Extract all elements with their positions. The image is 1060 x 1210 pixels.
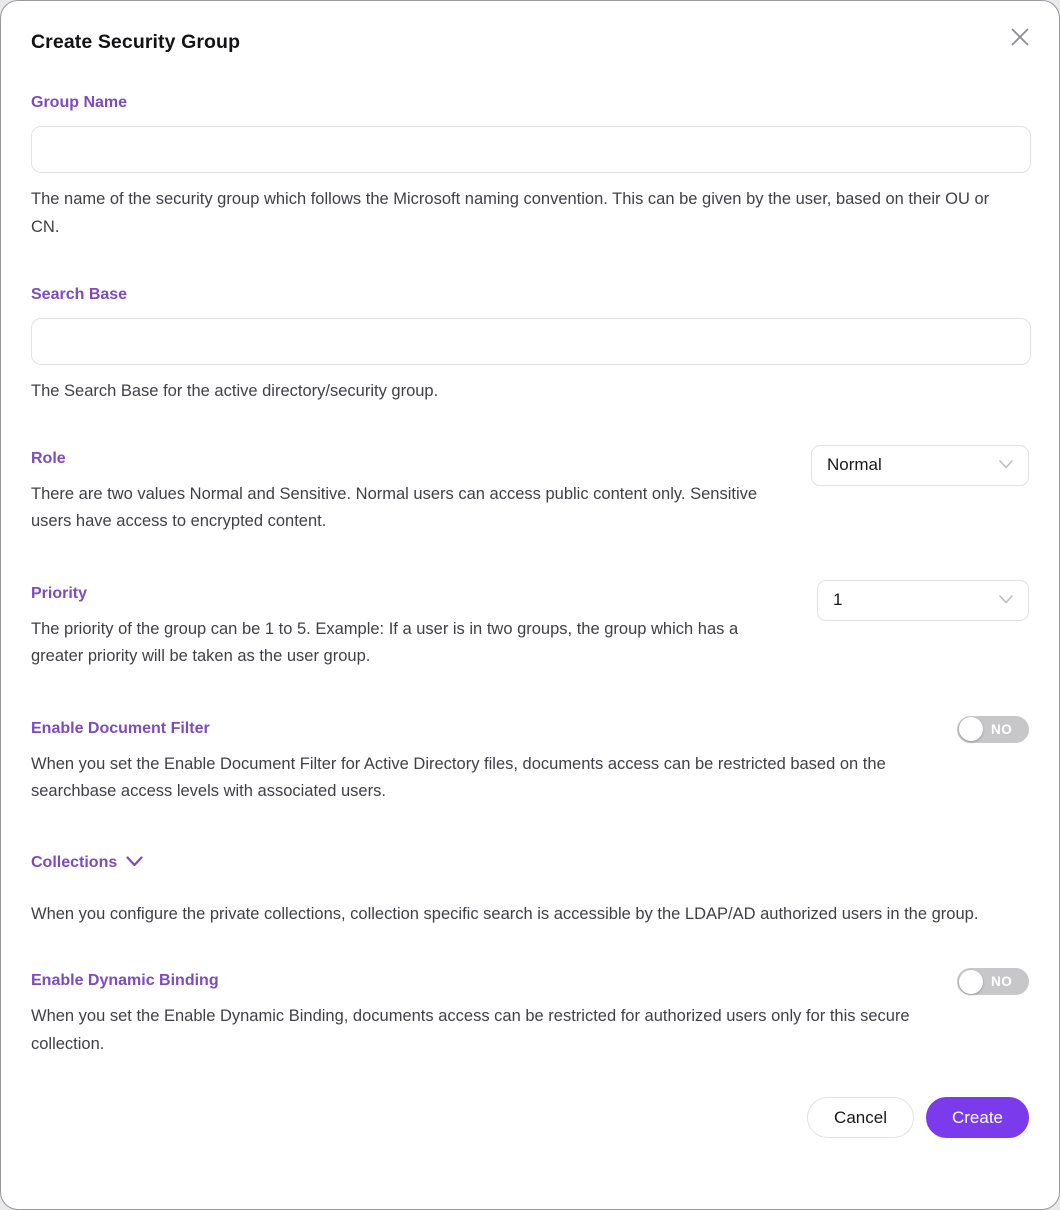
search-base-input[interactable] (31, 318, 1031, 365)
priority-select[interactable] (817, 580, 1029, 621)
priority-select-value: 1 (833, 590, 843, 609)
collections-help: When you configure the private collections, collection specific search is accessible by the LDAP/AD authorized users in the group. (31, 904, 979, 923)
close-button[interactable] (1005, 23, 1035, 53)
chevron-down-icon (126, 853, 143, 872)
priority-label: Priority (31, 584, 88, 602)
role-help: There are two values Normal and Sensitive. Normal users can access public content only. Sensitive users have access to encrypted content. (31, 484, 758, 530)
dialog-header (31, 1, 1029, 54)
priority-help: The priority of the group can be 1 to 5. Example: If a user is in two groups, the group which has a greater priority will be taken as the user group. (31, 619, 739, 665)
enable-document-filter-label: Enable Document Filter (31, 719, 210, 737)
toggle-knob (959, 970, 983, 994)
search-base-help: The Search Base for the active directory/security group. (31, 382, 439, 400)
chevron-down-icon (999, 456, 1013, 474)
group-name-input[interactable] (31, 126, 1031, 173)
role-select-value: Normal (827, 455, 882, 474)
search-base-section (31, 285, 1029, 406)
collections-section (31, 853, 1029, 929)
toggle-state-label: NO (991, 974, 1013, 989)
dialog-title: Create Security Group (31, 31, 241, 53)
create-button[interactable]: Create (926, 1097, 1029, 1138)
group-name-help: The name of the security group which follows the Microsoft naming convention. This can be given by the user, based on their OU or CN. (31, 190, 990, 236)
collections-label: Collections (31, 853, 118, 871)
cancel-button[interactable]: Cancel (807, 1097, 914, 1138)
enable-dynamic-binding-label: Enable Dynamic Binding (31, 972, 219, 989)
search-base-label: Search Base (31, 286, 128, 303)
enable-document-filter-section (31, 719, 1029, 806)
role-label: Role (31, 449, 66, 467)
group-name-label: Group Name (31, 94, 128, 111)
role-select[interactable] (811, 445, 1029, 486)
chevron-down-icon (999, 591, 1013, 609)
toggle-knob (959, 717, 983, 741)
enable-dynamic-binding-section (31, 971, 1029, 1058)
role-section (31, 449, 1029, 536)
group-name-section (31, 93, 1029, 241)
close-icon (1008, 25, 1032, 52)
dialog-footer (31, 1097, 1029, 1138)
enable-document-filter-help: When you set the Enable Document Filter for Active Directory files, documents access can be restricted based on the searchbase access levels with associated users. (31, 754, 886, 800)
enable-dynamic-binding-toggle[interactable] (957, 968, 1029, 995)
priority-section (31, 584, 1029, 671)
enable-document-filter-toggle[interactable] (957, 716, 1029, 743)
enable-dynamic-binding-help: When you set the Enable Dynamic Binding, documents access can be restricted for authorized users only for this secure collection. (31, 1007, 910, 1053)
collections-expander[interactable] (31, 853, 143, 872)
toggle-state-label: NO (991, 721, 1013, 737)
